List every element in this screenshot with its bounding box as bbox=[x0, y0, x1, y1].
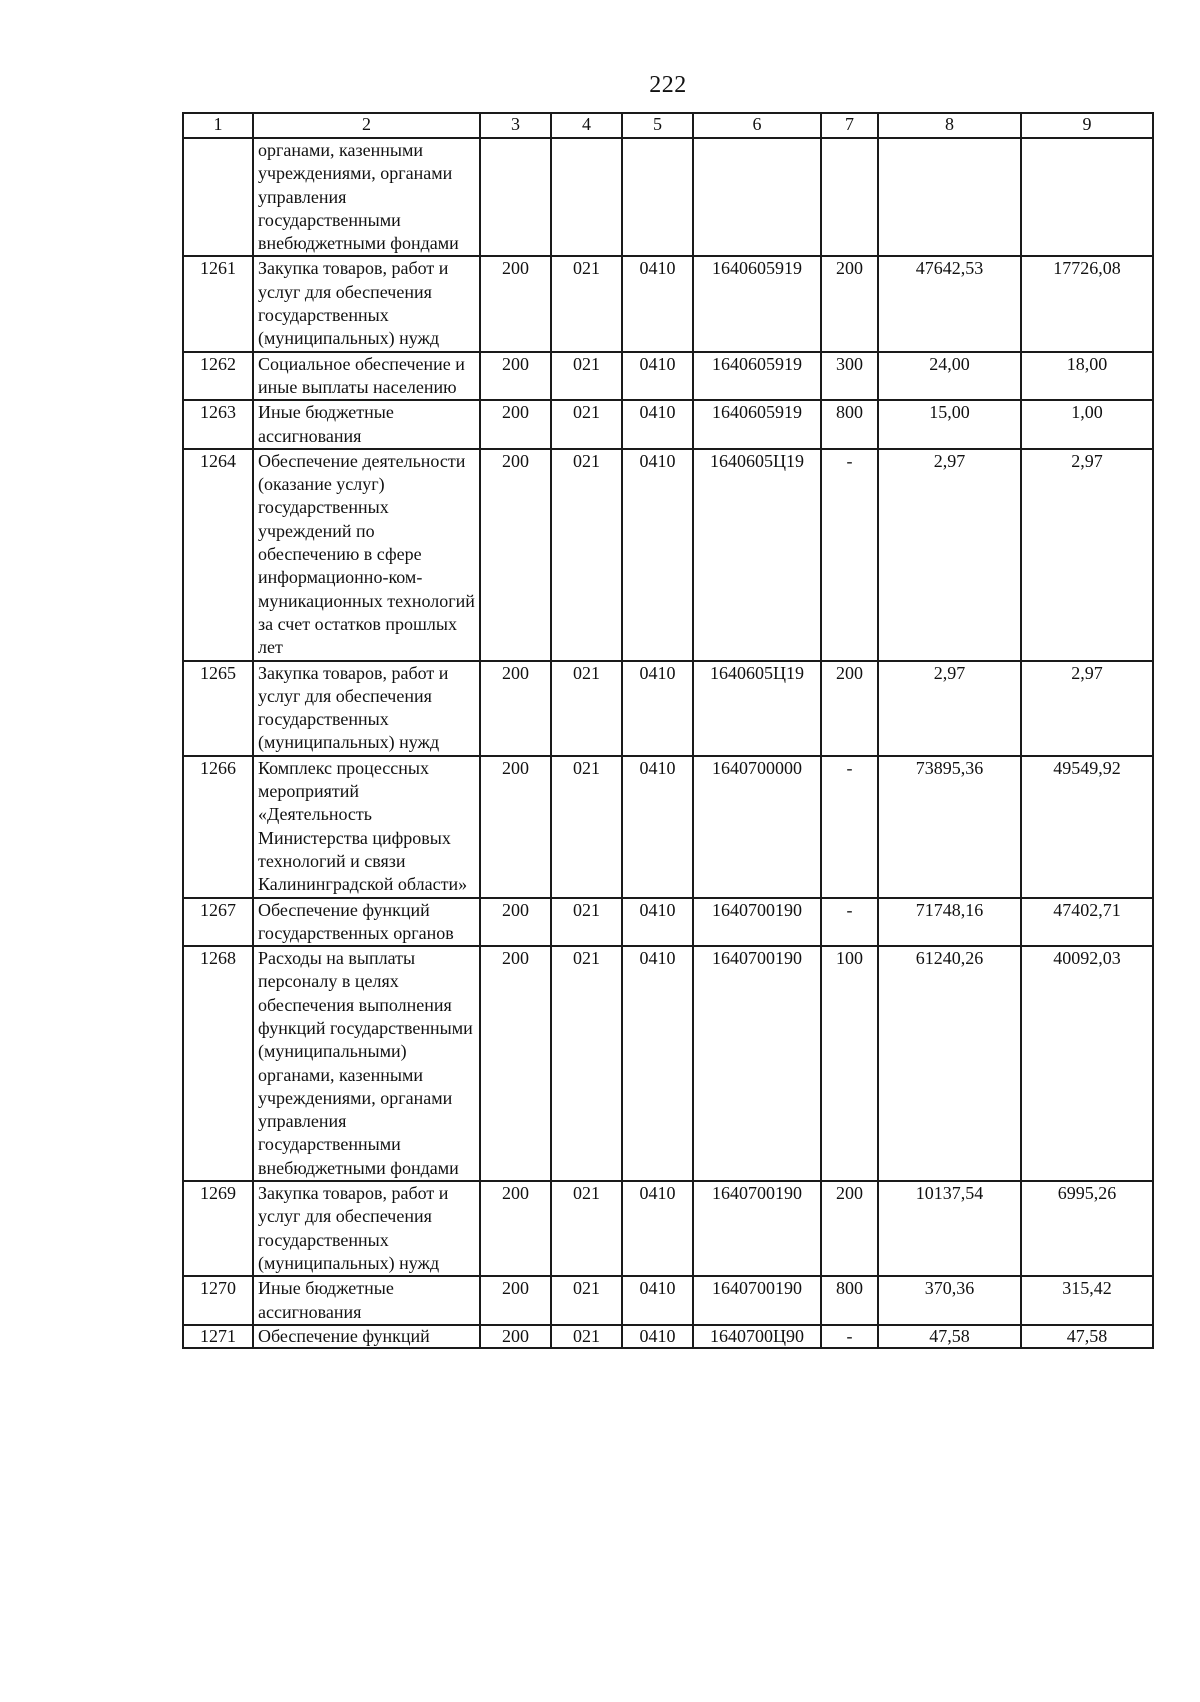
row-description-cell: Иные бюджетные ассигнования bbox=[253, 400, 480, 449]
column-8-cell: 370,36 bbox=[878, 1276, 1021, 1325]
column-4-cell: 021 bbox=[551, 1276, 622, 1325]
header-cell: 4 bbox=[551, 113, 622, 138]
column-5-cell: 0410 bbox=[622, 756, 693, 898]
row-number-cell: 1267 bbox=[183, 898, 253, 947]
row-number-cell: 1270 bbox=[183, 1276, 253, 1325]
column-4-cell: 021 bbox=[551, 400, 622, 449]
column-7-cell bbox=[821, 138, 878, 256]
header-cell: 2 bbox=[253, 113, 480, 138]
column-6-cell: 1640605919 bbox=[693, 352, 821, 401]
column-4-cell bbox=[551, 138, 622, 256]
column-5-cell: 0410 bbox=[622, 1181, 693, 1276]
column-8-cell: 47642,53 bbox=[878, 256, 1021, 351]
table-row bbox=[183, 756, 1153, 898]
row-description-cell: Закупка товаров, работ и услуг для обеспечения государственных (муниципальных) нужд bbox=[253, 256, 480, 351]
column-8-cell bbox=[878, 138, 1021, 256]
column-3-cell: 200 bbox=[480, 1325, 551, 1348]
table-row bbox=[183, 352, 1153, 401]
table-row bbox=[183, 1181, 1153, 1276]
header-cell: 7 bbox=[821, 113, 878, 138]
column-6-cell bbox=[693, 138, 821, 256]
header-cell: 3 bbox=[480, 113, 551, 138]
column-8-cell: 2,97 bbox=[878, 661, 1021, 756]
column-7-cell: 800 bbox=[821, 400, 878, 449]
column-7-cell: - bbox=[821, 898, 878, 947]
row-description-cell: Социальное обеспечение и иные выплаты населению bbox=[253, 352, 480, 401]
table-row bbox=[183, 1276, 1153, 1325]
column-7-cell: 200 bbox=[821, 1181, 878, 1276]
column-4-cell: 021 bbox=[551, 1181, 622, 1276]
row-description-cell: Закупка товаров, работ и услуг для обеспечения государственных (муниципальных) нужд bbox=[253, 661, 480, 756]
column-4-cell: 021 bbox=[551, 256, 622, 351]
table-row bbox=[183, 256, 1153, 351]
row-number-cell: 1269 bbox=[183, 1181, 253, 1276]
column-5-cell: 0410 bbox=[622, 898, 693, 947]
column-9-cell: 47402,71 bbox=[1021, 898, 1153, 947]
column-7-cell: 100 bbox=[821, 946, 878, 1181]
column-5-cell: 0410 bbox=[622, 352, 693, 401]
column-6-cell: 1640700190 bbox=[693, 946, 821, 1181]
row-description-cell: Обеспечение деятельности (оказание услуг) государственных учреждений по обеспечению в сфере информационно-ком-муникационных технологий за счет остатков прошлых лет bbox=[253, 449, 480, 661]
column-7-cell: - bbox=[821, 756, 878, 898]
column-8-cell: 73895,36 bbox=[878, 756, 1021, 898]
column-8-cell: 15,00 bbox=[878, 400, 1021, 449]
column-5-cell: 0410 bbox=[622, 400, 693, 449]
table-row bbox=[183, 400, 1153, 449]
header-cell: 6 bbox=[693, 113, 821, 138]
column-4-cell: 021 bbox=[551, 946, 622, 1181]
column-7-cell: - bbox=[821, 1325, 878, 1348]
column-8-cell: 10137,54 bbox=[878, 1181, 1021, 1276]
table-row bbox=[183, 138, 1153, 256]
row-number-cell: 1261 bbox=[183, 256, 253, 351]
column-3-cell: 200 bbox=[480, 1276, 551, 1325]
row-number-cell: 1266 bbox=[183, 756, 253, 898]
row-description-cell: Закупка товаров, работ и услуг для обеспечения государственных (муниципальных) нужд bbox=[253, 1181, 480, 1276]
column-3-cell: 200 bbox=[480, 898, 551, 947]
column-5-cell: 0410 bbox=[622, 1325, 693, 1348]
column-3-cell bbox=[480, 138, 551, 256]
header-row bbox=[183, 113, 1153, 138]
column-6-cell: 1640605919 bbox=[693, 400, 821, 449]
header-cell: 5 bbox=[622, 113, 693, 138]
column-3-cell: 200 bbox=[480, 449, 551, 661]
column-5-cell: 0410 bbox=[622, 946, 693, 1181]
column-7-cell: 200 bbox=[821, 256, 878, 351]
column-3-cell: 200 bbox=[480, 661, 551, 756]
column-8-cell: 24,00 bbox=[878, 352, 1021, 401]
column-9-cell: 40092,03 bbox=[1021, 946, 1153, 1181]
column-3-cell: 200 bbox=[480, 756, 551, 898]
column-5-cell bbox=[622, 138, 693, 256]
column-6-cell: 1640605919 bbox=[693, 256, 821, 351]
column-6-cell: 1640700000 bbox=[693, 756, 821, 898]
header-cell: 8 bbox=[878, 113, 1021, 138]
row-number-cell: 1263 bbox=[183, 400, 253, 449]
column-9-cell: 49549,92 bbox=[1021, 756, 1153, 898]
column-4-cell: 021 bbox=[551, 898, 622, 947]
column-3-cell: 200 bbox=[480, 946, 551, 1181]
column-3-cell: 200 bbox=[480, 400, 551, 449]
table-row bbox=[183, 898, 1153, 947]
table-row bbox=[183, 661, 1153, 756]
row-description-cell: Иные бюджетные ассигнования bbox=[253, 1276, 480, 1325]
column-4-cell: 021 bbox=[551, 449, 622, 661]
column-6-cell: 1640700190 bbox=[693, 898, 821, 947]
column-9-cell: 47,58 bbox=[1021, 1325, 1153, 1348]
column-4-cell: 021 bbox=[551, 756, 622, 898]
column-7-cell: - bbox=[821, 449, 878, 661]
row-description-cell: Обеспечение функций bbox=[253, 1325, 480, 1348]
header-cell: 9 bbox=[1021, 113, 1153, 138]
column-4-cell: 021 bbox=[551, 661, 622, 756]
table-row bbox=[183, 1325, 1153, 1348]
column-3-cell: 200 bbox=[480, 352, 551, 401]
row-number-cell: 1262 bbox=[183, 352, 253, 401]
column-3-cell: 200 bbox=[480, 256, 551, 351]
column-5-cell: 0410 bbox=[622, 1276, 693, 1325]
header-cell: 1 bbox=[183, 113, 253, 138]
column-6-cell: 1640605Ц19 bbox=[693, 449, 821, 661]
column-8-cell: 71748,16 bbox=[878, 898, 1021, 947]
row-description-cell: Обеспечение функций государственных органов bbox=[253, 898, 480, 947]
row-description-cell: Расходы на выплаты персоналу в целях обеспечения выполнения функций государственными (муниципальными) органами, казенными учреждениями, органами управления государственными внебюджетными фондами bbox=[253, 946, 480, 1181]
table-body bbox=[183, 138, 1153, 1348]
row-number-cell: 1265 bbox=[183, 661, 253, 756]
column-6-cell: 1640700190 bbox=[693, 1181, 821, 1276]
table-row bbox=[183, 946, 1153, 1181]
page-number: 222 bbox=[649, 72, 687, 98]
column-9-cell: 315,42 bbox=[1021, 1276, 1153, 1325]
table-row bbox=[183, 449, 1153, 661]
column-9-cell: 2,97 bbox=[1021, 449, 1153, 661]
column-4-cell: 021 bbox=[551, 352, 622, 401]
row-number-cell: 1271 bbox=[183, 1325, 253, 1348]
column-4-cell: 021 bbox=[551, 1325, 622, 1348]
column-7-cell: 300 bbox=[821, 352, 878, 401]
column-5-cell: 0410 bbox=[622, 449, 693, 661]
column-5-cell: 0410 bbox=[622, 256, 693, 351]
column-9-cell: 6995,26 bbox=[1021, 1181, 1153, 1276]
row-number-cell: 1264 bbox=[183, 449, 253, 661]
column-9-cell bbox=[1021, 138, 1153, 256]
column-9-cell: 17726,08 bbox=[1021, 256, 1153, 351]
column-8-cell: 47,58 bbox=[878, 1325, 1021, 1348]
column-8-cell: 2,97 bbox=[878, 449, 1021, 661]
column-9-cell: 1,00 bbox=[1021, 400, 1153, 449]
row-number-cell: 1268 bbox=[183, 946, 253, 1181]
column-9-cell: 2,97 bbox=[1021, 661, 1153, 756]
column-7-cell: 200 bbox=[821, 661, 878, 756]
column-8-cell: 61240,26 bbox=[878, 946, 1021, 1181]
row-description-cell: Комплекс процессных мероприятий «Деятельность Министерства цифровых технологий и связи Калининградской области» bbox=[253, 756, 480, 898]
column-6-cell: 1640700Ц90 bbox=[693, 1325, 821, 1348]
row-number-cell bbox=[183, 138, 253, 256]
column-3-cell: 200 bbox=[480, 1181, 551, 1276]
column-6-cell: 1640700190 bbox=[693, 1276, 821, 1325]
row-description-cell: органами, казенными учреждениями, органами управления государственными внебюджетными фондами bbox=[253, 138, 480, 256]
column-9-cell: 18,00 bbox=[1021, 352, 1153, 401]
column-7-cell: 800 bbox=[821, 1276, 878, 1325]
column-5-cell: 0410 bbox=[622, 661, 693, 756]
budget-table bbox=[182, 112, 1154, 1349]
column-6-cell: 1640605Ц19 bbox=[693, 661, 821, 756]
